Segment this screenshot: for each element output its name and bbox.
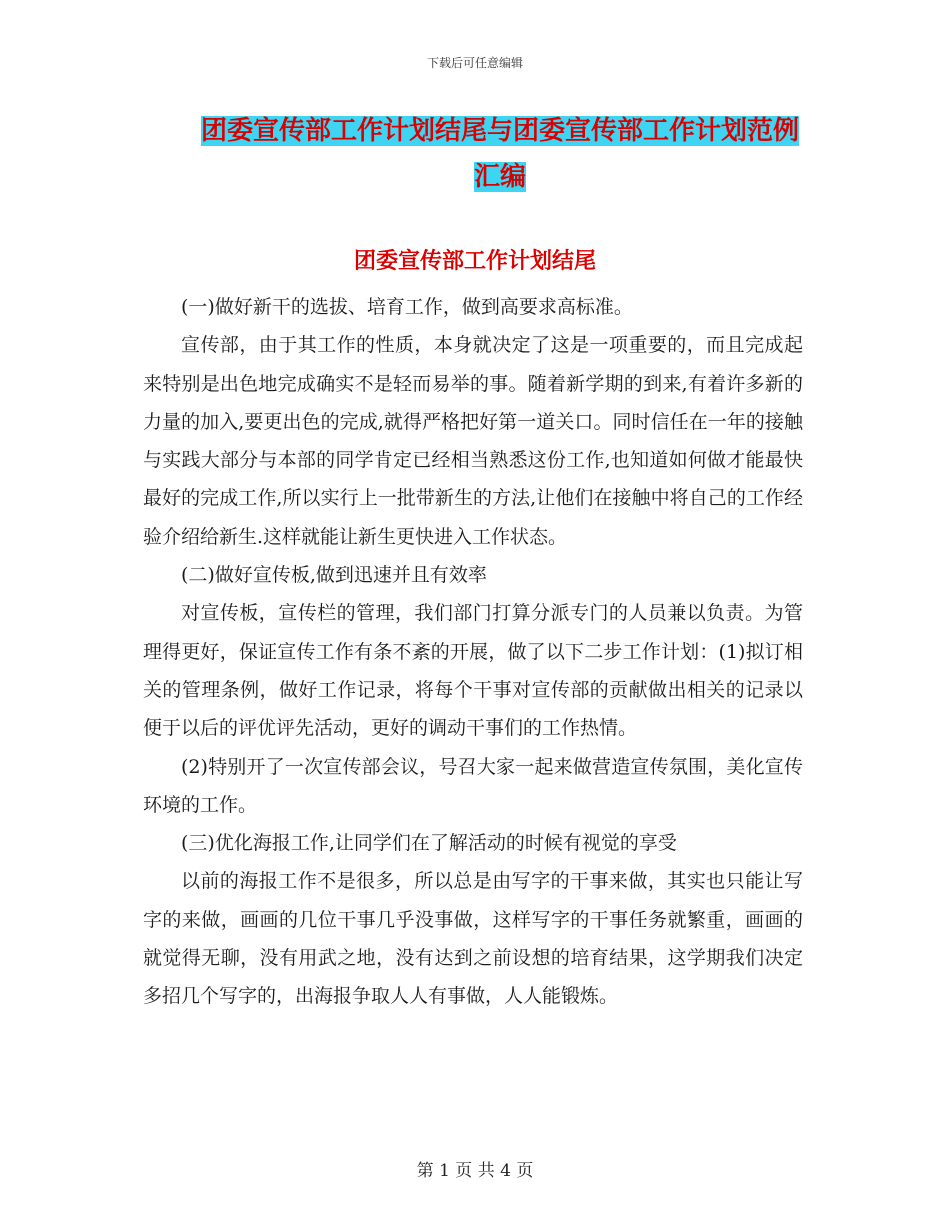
document-title bbox=[190, 108, 810, 200]
paragraph: (三)优化海报工作,让同学们在了解活动的时候有视觉的享受 bbox=[181, 832, 677, 855]
document-title-text: 团委宣传部工作计划结尾与团委宣传部工作计划范例汇编 bbox=[200, 116, 799, 192]
page-footer: 第 1 页 共 4 页 bbox=[416, 1161, 534, 1181]
document-body bbox=[143, 288, 803, 1016]
paragraph: (2)特别开了一次宣传部会议，号召大家一起来做营造宣传氛围，美化宣传环境的工作。 bbox=[143, 755, 803, 816]
paragraph: 以前的海报工作不是很多，所以总是由写字的干事来做，其实也只能让写字的来做，画画的几位干事几乎没事做，这样写字的干事任务就繁重，画画的就觉得无聊，没有用武之地，没有达到之前设想的培育结果，这学期我们决定多招几个写字的，出海报争取人人有事做，人人能锻炼。 bbox=[143, 870, 803, 1008]
paragraph: (一)做好新干的选拔、培育工作，做到高要求高标准。 bbox=[181, 296, 633, 318]
paragraph: (二)做好宣传板,做到迅速并且有效率 bbox=[181, 564, 487, 587]
section-title: 团委宣传部工作计划结尾 bbox=[353, 249, 596, 274]
paragraph: 对宣传板，宣传栏的管理，我们部门打算分派专门的人员兼以负责。为管理得更好，保证宣传工作有条不紊的开展，做了以下二步工作计划：(1)拟订相关的管理条例，做好工作记录，将每个干事对宣传部的贡献做出相关的记录以便于以后的评优评先活动，更好的调动干事们的工作热情。 bbox=[143, 602, 803, 740]
paragraph: 宣传部，由于其工作的性质，本身就决定了这是一项重要的，而且完成起来特别是出色地完成确实不是轻而易举的事。随着新学期的到来,有着许多新的力量的加入,要更出色的完成,就得严格把好第一道关口。同时信任在一年的接触与实践大部分与本部的同学肯定已经相当熟悉这份工作,也知道如何做才能最快最好的完成工作,所以实行上一批带新生的方法,让他们在接触中将自己的工作经验介绍给新生.这样就能让新生更快进入工作状态。 bbox=[143, 334, 803, 548]
page-header-note: 下载后可任意编辑 bbox=[426, 56, 523, 70]
